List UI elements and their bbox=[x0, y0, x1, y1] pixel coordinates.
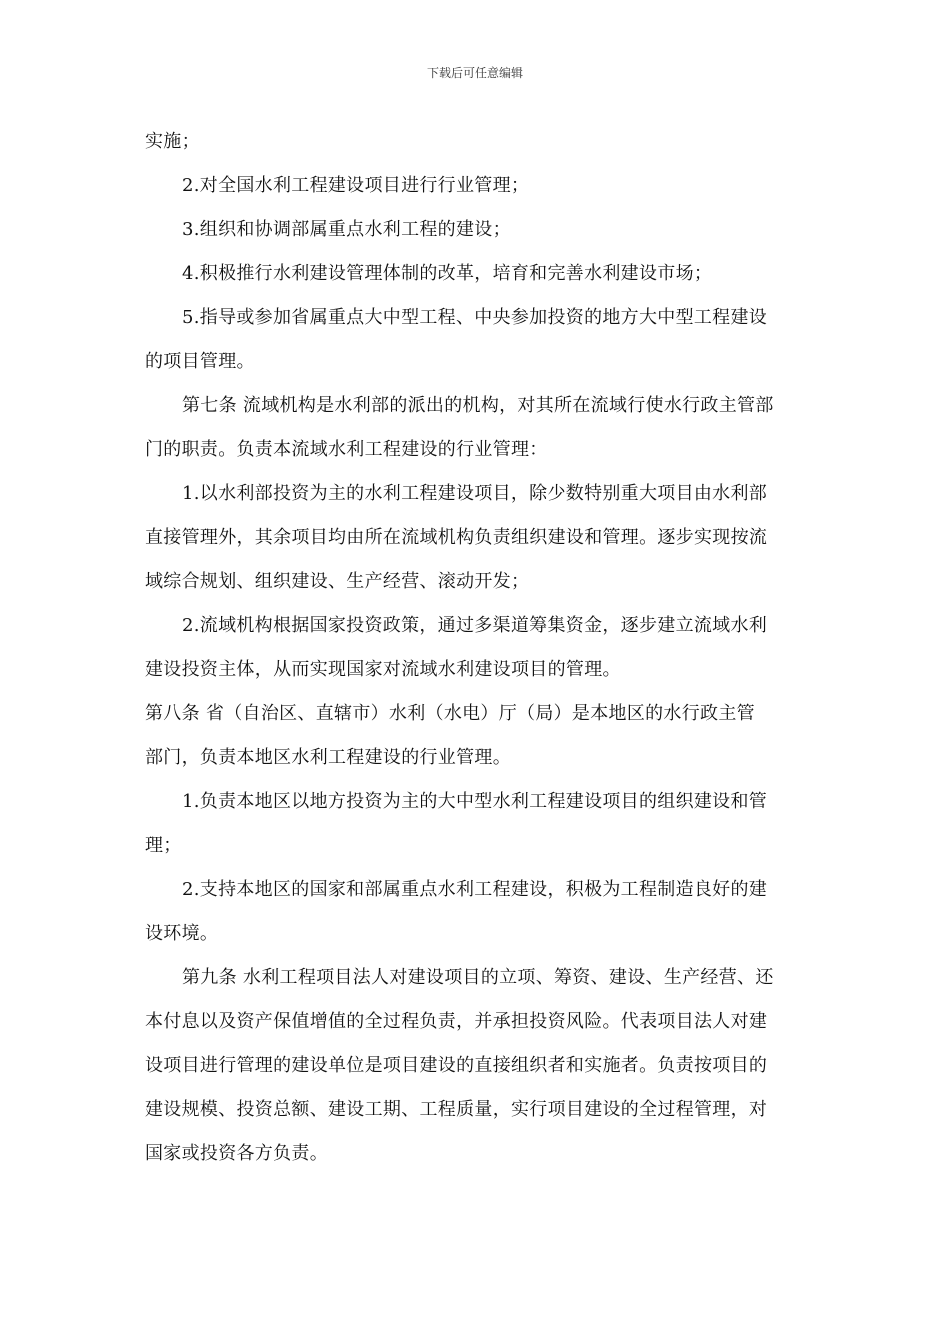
text-line: 本付息以及资产保值增值的全过程负责，并承担投资风险。代表项目法人对建 bbox=[145, 1011, 768, 1032]
text-line: 2.支持本地区的国家和部属重点水利工程建设，积极为工程制造良好的建 bbox=[182, 879, 768, 900]
text-line: 建设规模、投资总额、建设工期、工程质量，实行项目建设的全过程管理，对 bbox=[145, 1099, 768, 1120]
text-line: 1.负责本地区以地方投资为主的大中型水利工程建设项目的组织建设和管 bbox=[182, 791, 768, 812]
article-8-line: 第八条 省（自治区、直辖市）水利（水电）厅（局）是本地区的水行政主管 bbox=[145, 703, 755, 724]
text-line: 2.对全国水利工程建设项目进行行业管理； bbox=[182, 175, 530, 196]
text-line: 5.指导或参加省属重点大中型工程、中央参加投资的地方大中型工程建设 bbox=[182, 307, 768, 328]
text-line: 国家或投资各方负责。 bbox=[145, 1143, 328, 1164]
page-header: 下载后可任意编辑 bbox=[426, 66, 523, 80]
text-line: 直接管理外，其余项目均由所在流域机构负责组织建设和管理。逐步实现按流 bbox=[145, 527, 768, 548]
document-body bbox=[145, 120, 815, 1176]
text-line: 设项目进行管理的建设单位是项目建设的直接组织者和实施者。负责按项目的 bbox=[145, 1055, 768, 1076]
article-9-line: 第九条 水利工程项目法人对建设项目的立项、筹资、建设、生产经营、还 bbox=[182, 967, 774, 988]
text-line: 4.积极推行水利建设管理体制的改革，培育和完善水利建设市场； bbox=[182, 263, 713, 284]
text-line: 设环境。 bbox=[145, 923, 219, 944]
text-line: 域综合规划、组织建设、生产经营、滚动开发； bbox=[145, 571, 530, 592]
text-line: 3.组织和协调部属重点水利工程的建设； bbox=[182, 219, 511, 240]
text-line: 门的职责。负责本流域水利工程建设的行业管理： bbox=[145, 439, 548, 460]
text-line: 理； bbox=[145, 835, 182, 856]
text-line: 的项目管理。 bbox=[145, 351, 255, 372]
article-7-line: 第七条 流域机构是水利部的派出的机构，对其所在流域行使水行政主管部 bbox=[182, 395, 774, 416]
text-line: 实施； bbox=[145, 131, 200, 152]
text-line: 1.以水利部投资为主的水利工程建设项目，除少数特别重大项目由水利部 bbox=[182, 483, 768, 504]
text-line: 2.流域机构根据国家投资政策，通过多渠道筹集资金，逐步建立流域水利 bbox=[182, 615, 768, 636]
text-line: 部门，负责本地区水利工程建设的行业管理。 bbox=[145, 747, 511, 768]
text-line: 建设投资主体，从而实现国家对流域水利建设项目的管理。 bbox=[145, 659, 621, 680]
